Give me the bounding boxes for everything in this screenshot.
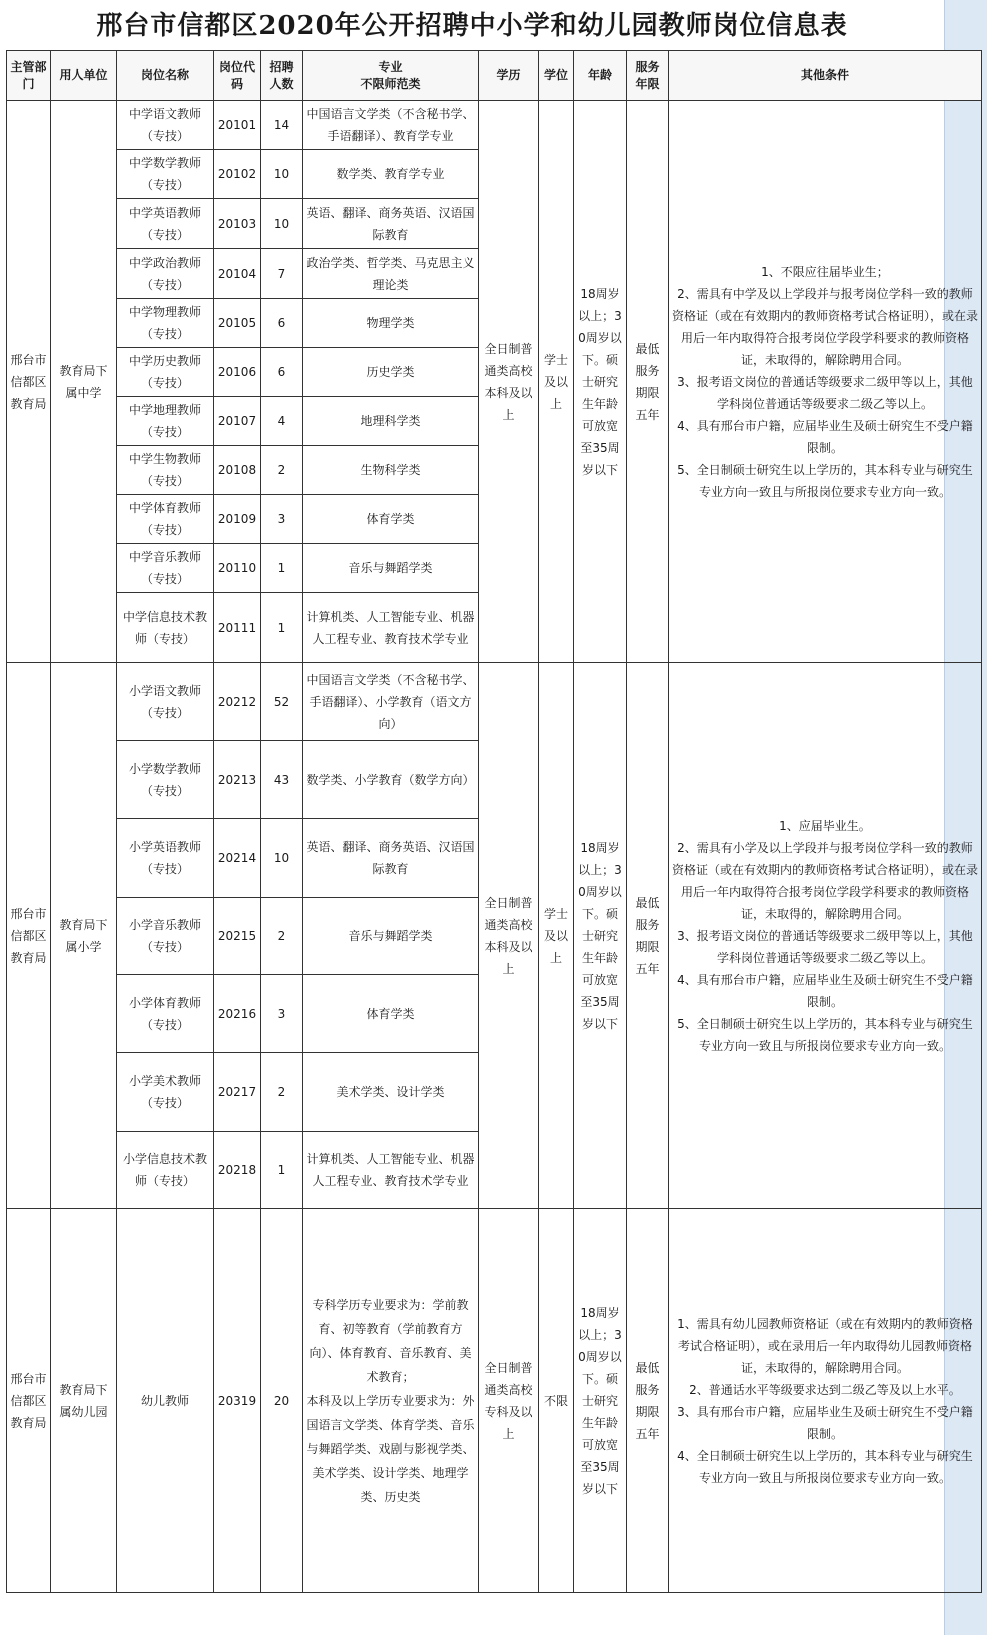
- education-cell: 全日制普通类高校本科及以上: [479, 101, 539, 663]
- hire-count-cell: 1: [261, 544, 303, 593]
- major-cell: 专科学历专业要求为：学前教育、初等教育（学前教育方向）、体育教育、音乐教育、美术教育； 本科及以上学历专业要求为：外国语言文学类、体育学类、音乐与舞蹈学类、戏剧与影视学类、美术学类、设计学类、地理学类、历史类: [303, 1209, 479, 1593]
- header-service: 服务年限: [627, 51, 669, 101]
- post-name-cell: 幼儿教师: [117, 1209, 214, 1593]
- major-cell: 历史学类: [303, 348, 479, 397]
- hire-count-cell: 2: [261, 446, 303, 495]
- post-code-cell: 20108: [214, 446, 261, 495]
- age-cell: 18周岁以上；30周岁以下。硕士研究生年龄可放宽至35周岁以下: [574, 663, 627, 1209]
- major-cell: 地理科学类: [303, 397, 479, 446]
- post-name-cell: 小学信息技术教师（专技）: [117, 1132, 214, 1209]
- post-name-cell: 中学体育教师（专技）: [117, 495, 214, 544]
- post-code-cell: 20212: [214, 663, 261, 741]
- post-code-cell: 20101: [214, 101, 261, 150]
- major-cell: 中国语言文学类（不含秘书学、手语翻译）、教育学专业: [303, 101, 479, 150]
- post-name-cell: 中学物理教师（专技）: [117, 299, 214, 348]
- major-cell: 数学类、教育学专业: [303, 150, 479, 199]
- post-name-cell: 小学数学教师（专技）: [117, 741, 214, 819]
- post-name-cell: 中学语文教师（专技）: [117, 101, 214, 150]
- hire-count-cell: 14: [261, 101, 303, 150]
- service-term-cell: 最低服务期限五年: [627, 663, 669, 1209]
- post-name-cell: 小学体育教师（专技）: [117, 975, 214, 1053]
- post-name-cell: 中学地理教师（专技）: [117, 397, 214, 446]
- hire-count-cell: 6: [261, 348, 303, 397]
- header-unit: 用人单位: [51, 51, 117, 101]
- major-cell: 生物科学类: [303, 446, 479, 495]
- major-cell: 数学类、小学教育（数学方向）: [303, 741, 479, 819]
- header-major: [303, 51, 479, 101]
- hire-count-cell: 10: [261, 199, 303, 249]
- education-cell: 全日制普通类高校专科及以上: [479, 1209, 539, 1593]
- hire-count-cell: 3: [261, 975, 303, 1053]
- age-cell: 18周岁以上；30周岁以下。硕士研究生年龄可放宽至35周岁以下: [574, 101, 627, 663]
- education-cell: 全日制普通类高校本科及以上: [479, 663, 539, 1209]
- major-cell: 体育学类: [303, 495, 479, 544]
- major-cell: 计算机类、人工智能专业、机器人工程专业、教育技术学专业: [303, 593, 479, 663]
- table-row: [7, 101, 982, 150]
- dept-cell: 邢台市信都区教育局: [7, 663, 51, 1209]
- table-row: [7, 663, 982, 741]
- header-post: 岗位名称: [117, 51, 214, 101]
- post-code-cell: 20110: [214, 544, 261, 593]
- major-cell: 政治学类、哲学类、马克思主义理论类: [303, 249, 479, 299]
- hire-count-cell: 10: [261, 819, 303, 898]
- post-code-cell: 20217: [214, 1053, 261, 1132]
- header-other: 其他条件: [669, 51, 982, 101]
- post-name-cell: 中学数学教师（专技）: [117, 150, 214, 199]
- degree-cell: 学士及以上: [539, 101, 574, 663]
- header-num: 招聘人数: [261, 51, 303, 101]
- post-name-cell: 小学语文教师（专技）: [117, 663, 214, 741]
- post-name-cell: 小学音乐教师（专技）: [117, 898, 214, 975]
- hire-count-cell: 3: [261, 495, 303, 544]
- major-cell: 英语、翻译、商务英语、汉语国际教育: [303, 819, 479, 898]
- major-cell: 美术学类、设计学类: [303, 1053, 479, 1132]
- major-cell: 物理学类: [303, 299, 479, 348]
- post-code-cell: 20103: [214, 199, 261, 249]
- hire-count-cell: 6: [261, 299, 303, 348]
- header-code: 岗位代码: [214, 51, 261, 101]
- post-name-cell: 中学政治教师（专技）: [117, 249, 214, 299]
- post-name-cell: 中学英语教师（专技）: [117, 199, 214, 249]
- post-name-cell: 中学音乐教师（专技）: [117, 544, 214, 593]
- post-name-cell: 中学生物教师（专技）: [117, 446, 214, 495]
- hire-count-cell: 20: [261, 1209, 303, 1593]
- header-major-line2: 不限师范类: [360, 76, 421, 91]
- service-term-cell: 最低服务期限五年: [627, 101, 669, 663]
- unit-cell: 教育局下属幼儿园: [51, 1209, 117, 1593]
- unit-cell: 教育局下属小学: [51, 663, 117, 1209]
- hire-count-cell: 2: [261, 898, 303, 975]
- age-cell: 18周岁以上；30周岁以下。硕士研究生年龄可放宽至35周岁以下: [574, 1209, 627, 1593]
- hire-count-cell: 2: [261, 1053, 303, 1132]
- post-code-cell: 20214: [214, 819, 261, 898]
- post-code-cell: 20215: [214, 898, 261, 975]
- post-name-cell: 小学英语教师（专技）: [117, 819, 214, 898]
- major-cell: 计算机类、人工智能专业、机器人工程专业、教育技术学专业: [303, 1132, 479, 1209]
- post-name-cell: 中学信息技术教师（专技）: [117, 593, 214, 663]
- post-name-cell: 中学历史教师（专技）: [117, 348, 214, 397]
- major-cell: 英语、翻译、商务英语、汉语国际教育: [303, 199, 479, 249]
- hire-count-cell: 52: [261, 663, 303, 741]
- major-cell: 体育学类: [303, 975, 479, 1053]
- unit-cell: 教育局下属中学: [51, 101, 117, 663]
- post-code-cell: 20102: [214, 150, 261, 199]
- post-code-cell: 20109: [214, 495, 261, 544]
- header-degree: 学位: [539, 51, 574, 101]
- degree-cell: 学士及以上: [539, 663, 574, 1209]
- other-conditions-cell: 1、应届毕业生。 2、需具有小学及以上学段并与报考岗位学科一致的教师资格证（或在有效期内的教师资格考试合格证明），或在录用后一年内取得符合报考岗位学段学科要求的教师资格证，未取得的，解除聘用合同。 3、报考语文岗位的普通话等级要求二级甲等以上，其他学科岗位普通话等级要求二级乙等以上。 4、具有邢台市户籍，应届毕业生及硕士研究生不受户籍限制。 5、全日制硕士研究生以上学历的，其本科专业与研究生专业方向一致且与所报岗位要求专业方向一致。: [669, 663, 982, 1209]
- hire-count-cell: 10: [261, 150, 303, 199]
- post-code-cell: 20107: [214, 397, 261, 446]
- header-row: [7, 51, 982, 101]
- post-code-cell: 20111: [214, 593, 261, 663]
- page-title: 邢台市信都区2020年公开招聘中小学和幼儿园教师岗位信息表: [96, 11, 848, 41]
- post-code-cell: 20319: [214, 1209, 261, 1593]
- hire-count-cell: 1: [261, 593, 303, 663]
- post-code-cell: 20213: [214, 741, 261, 819]
- post-code-cell: 20105: [214, 299, 261, 348]
- table-row: [7, 1209, 982, 1593]
- header-major-line1: 专业: [378, 59, 403, 74]
- header-age: 年龄: [574, 51, 627, 101]
- hire-count-cell: 7: [261, 249, 303, 299]
- header-dept: 主管部门: [7, 51, 51, 101]
- post-code-cell: 20104: [214, 249, 261, 299]
- post-name-cell: 小学美术教师（专技）: [117, 1053, 214, 1132]
- dept-cell: 邢台市信都区教育局: [7, 1209, 51, 1593]
- major-cell: 音乐与舞蹈学类: [303, 898, 479, 975]
- hire-count-cell: 4: [261, 397, 303, 446]
- recruitment-table: [6, 50, 982, 1593]
- dept-cell: 邢台市信都区教育局: [7, 101, 51, 663]
- hire-count-cell: 43: [261, 741, 303, 819]
- service-term-cell: 最低服务期限五年: [627, 1209, 669, 1593]
- post-code-cell: 20216: [214, 975, 261, 1053]
- major-cell: 音乐与舞蹈学类: [303, 544, 479, 593]
- other-conditions-cell: 1、需具有幼儿园教师资格证（或在有效期内的教师资格考试合格证明），或在录用后一年内取得幼儿园教师资格证，未取得的，解除聘用合同。 2、普通话水平等级要求达到二级乙等及以上水平。 3、具有邢台市户籍，应届毕业生及硕士研究生不受户籍限制。 4、全日制硕士研究生以上学历的，其本科专业与研究生专业方向一致且与所报岗位要求专业方向一致。: [669, 1209, 982, 1593]
- major-cell: 中国语言文学类（不含秘书学、手语翻译）、小学教育（语文方向）: [303, 663, 479, 741]
- header-edu: 学历: [479, 51, 539, 101]
- post-code-cell: 20218: [214, 1132, 261, 1209]
- post-code-cell: 20106: [214, 348, 261, 397]
- hire-count-cell: 1: [261, 1132, 303, 1209]
- degree-cell: 不限: [539, 1209, 574, 1593]
- other-conditions-cell: 1、不限应往届毕业生； 2、需具有中学及以上学段并与报考岗位学科一致的教师资格证（或在有效期内的教师资格考试合格证明），或在录用后一年内取得符合报考岗位学段学科要求的教师资格证，未取得的，解除聘用合同。 3、报考语文岗位的普通话等级要求二级甲等以上，其他学科岗位普通话等级要求二级乙等以上。 4、具有邢台市户籍，应届毕业生及硕士研究生不受户籍限制。 5、全日制硕士研究生以上学历的，其本科专业与研究生专业方向一致且与所报岗位要求专业方向一致。: [669, 101, 982, 663]
